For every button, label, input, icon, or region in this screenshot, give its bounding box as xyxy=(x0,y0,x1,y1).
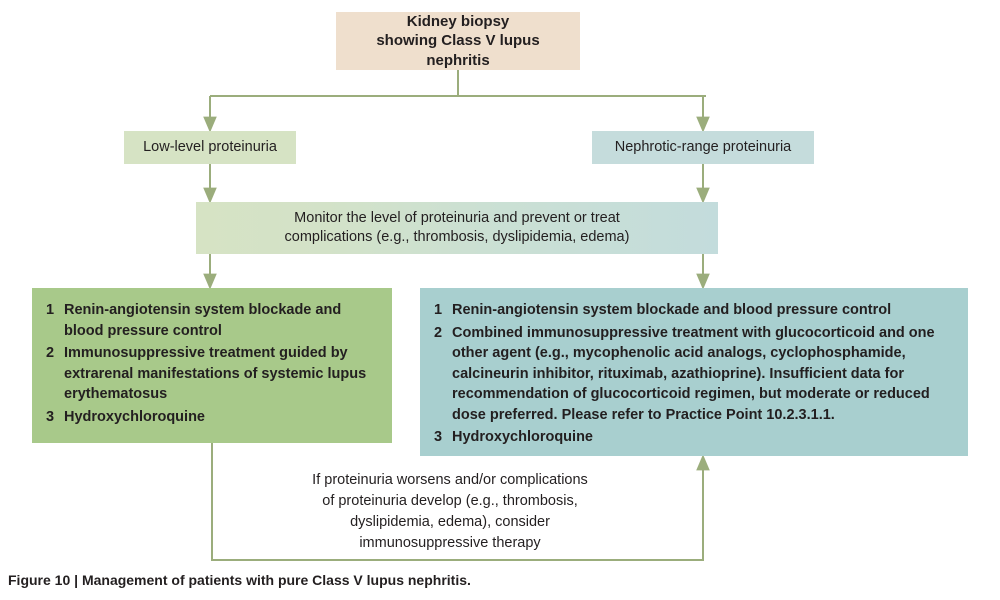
list-item-number: 3 xyxy=(46,408,55,425)
node-low-level-proteinuria-label: Low-level proteinuria xyxy=(143,139,277,156)
figure-caption-text: Figure 10 | Management of patients with pure Class V lupus nephritis. xyxy=(8,572,471,588)
node-nephrotic-range-proteinuria-label: Nephrotic-range proteinuria xyxy=(614,139,792,156)
list-item xyxy=(46,300,378,341)
node-left-treatment-list xyxy=(32,288,392,443)
list-item-text: Immunosuppressive treatment guided by extrarenal manifestations of systemic lupus erythematosus xyxy=(64,345,367,403)
node-nephrotic-range-proteinuria xyxy=(592,131,814,164)
node-monitor-proteinuria xyxy=(196,202,718,254)
node-right-treatment-list xyxy=(420,288,968,456)
node-kidney-biopsy-line2: showing Class V lupus nephritis xyxy=(376,32,540,69)
list-item-number: 2 xyxy=(434,324,443,341)
list-item-text: Renin-angiotensin system blockade and blood pressure control xyxy=(452,302,892,318)
list-item-text: Hydroxychloroquine xyxy=(452,429,593,446)
node-monitor-line1: Monitor the level of proteinuria and prevent or treat xyxy=(294,210,620,227)
node-kidney-biopsy-line1: Kidney biopsy xyxy=(406,12,510,30)
figure-caption xyxy=(8,572,471,588)
list-item-number: 3 xyxy=(434,429,443,446)
list-item-number: 1 xyxy=(46,302,55,318)
list-item-text: Hydroxychloroquine xyxy=(64,408,205,425)
feedback-line3: dyslipidemia, edema), consider xyxy=(350,514,550,531)
list-item-text: Renin-angiotensin system blockade and blood pressure control xyxy=(64,302,342,339)
feedback-line4: immunosuppressive therapy xyxy=(359,535,541,552)
list-item-text: Combined immunosuppressive treatment with glucocorticoid and one other agent (e.g., mycophenolic acid analogs, cyclophosphamide, calcineurin inhibitor, rituximab, azathioprine). Insufficient data for recommendation of glucocorticoid regimen, but moderate or reduced dose preferred. Please refer to Practice Point 10.2.3.1.1. xyxy=(452,324,935,423)
list-item-number: 1 xyxy=(434,302,443,318)
list-item xyxy=(434,300,954,321)
node-monitor-line2: complications (e.g., thrombosis, dyslipidemia, edema) xyxy=(284,229,630,245)
node-kidney-biopsy xyxy=(336,12,580,70)
feedback-line1: If proteinuria worsens and/or complications xyxy=(312,472,588,488)
list-item xyxy=(46,343,378,405)
node-low-level-proteinuria xyxy=(124,131,296,164)
list-item xyxy=(434,323,954,426)
feedback-loop-caption xyxy=(240,470,660,555)
feedback-line2: of proteinuria develop (e.g., thrombosis, xyxy=(322,493,578,510)
list-item xyxy=(46,407,378,428)
list-item xyxy=(434,427,954,448)
list-item-number: 2 xyxy=(46,345,55,362)
